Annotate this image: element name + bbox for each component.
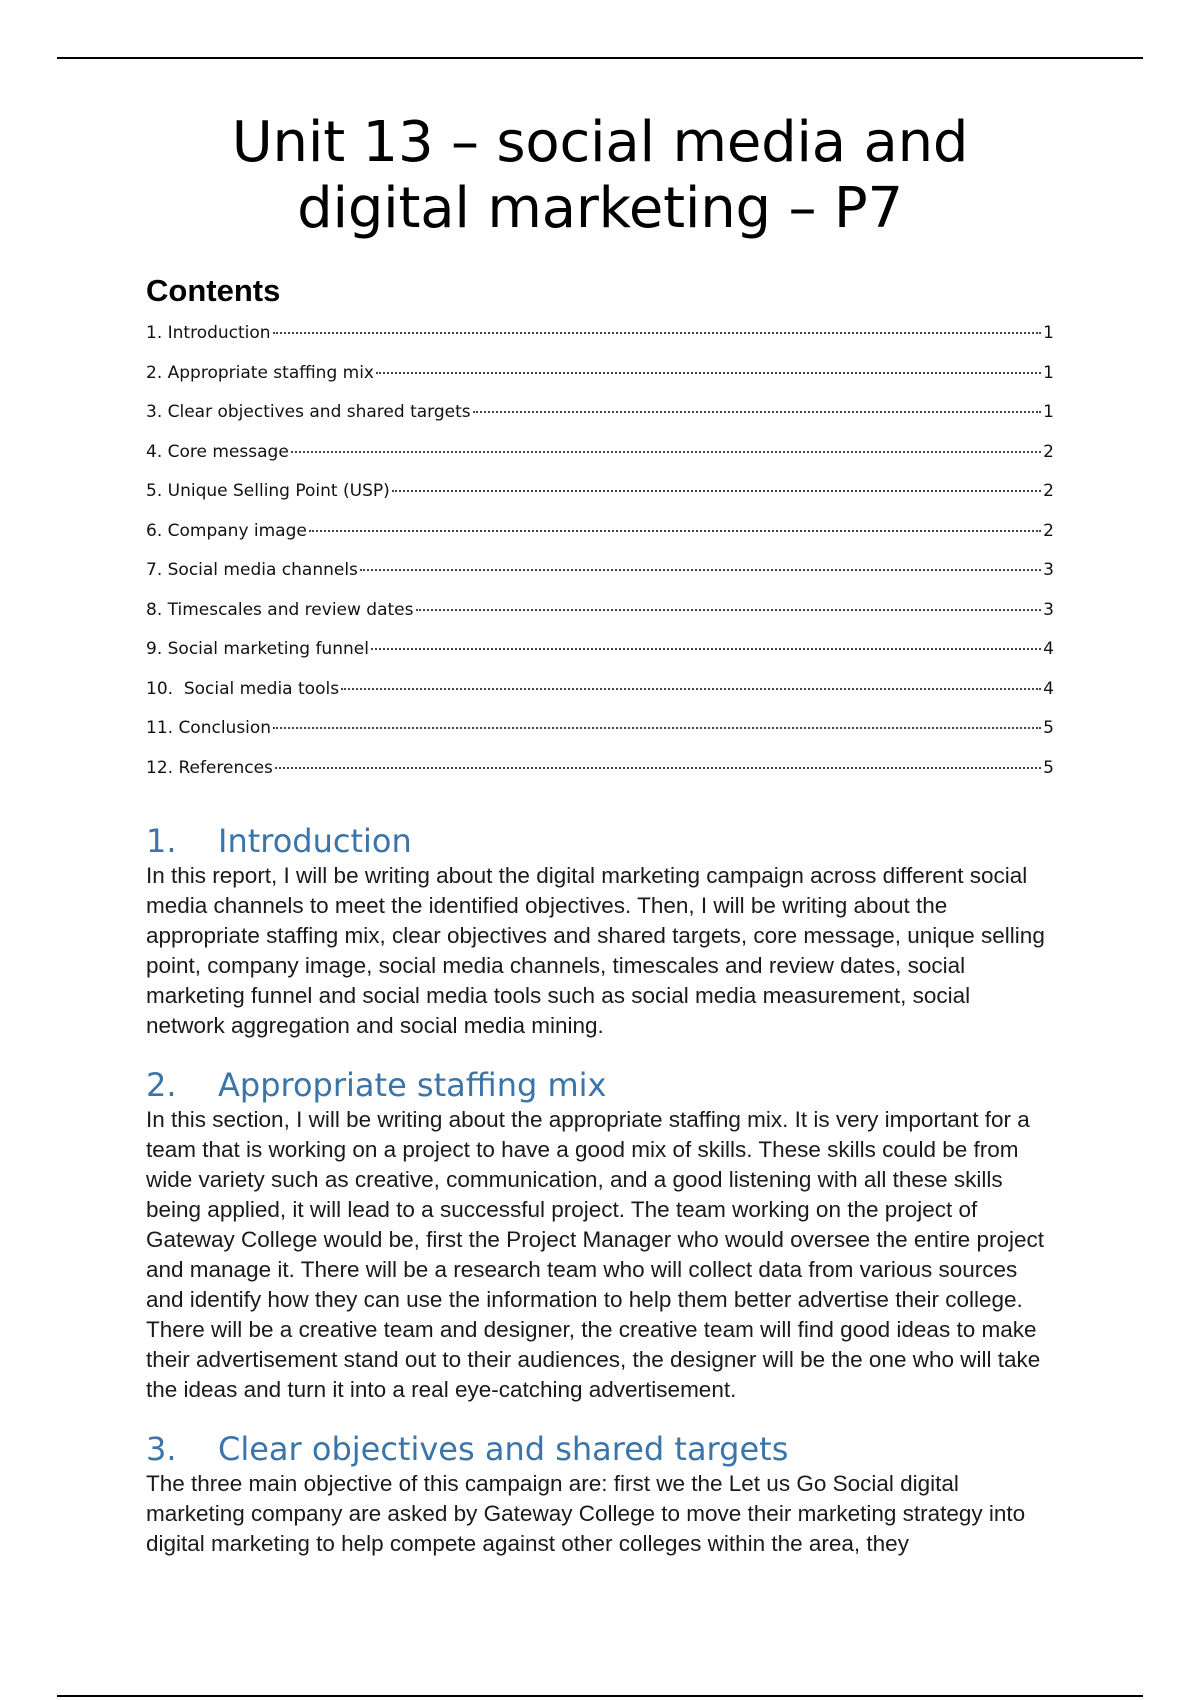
toc-entry[interactable]: [146, 442, 1054, 482]
section-heading-staffing-mix: [146, 1065, 1054, 1105]
section-body-introduction: In this report, I will be writing about the digital marketing campaign across different social media channels to meet the identified objectives. Then, I will be writing about the appropriate staffing mix, clear objectives and shared targets, core message, unique selling point, company image, social media channels, timescales and review dates, social marketing funnel and social media tools such as social media measurement, social network aggregation and social media mining.: [146, 863, 1045, 1038]
toc-entry-label: 6. Company image: [146, 520, 307, 541]
toc-entry-label: 9. Social marketing funnel: [146, 639, 369, 659]
toc-dot-leader: [473, 411, 1042, 413]
toc-entry-label: 1. Introduction: [146, 323, 271, 343]
toc-entry-label: 3. Clear objectives and shared targets: [146, 402, 471, 422]
toc-entry-page: 1: [1043, 402, 1054, 422]
toc-entry-label: 2. Appropriate staffing mix: [146, 362, 374, 383]
section-title: Clear objectives and shared targets: [218, 1430, 789, 1468]
section-number: 1.: [146, 822, 177, 860]
toc-dot-leader: [275, 767, 1041, 769]
toc-entry-page: 2: [1043, 481, 1054, 501]
toc-entry[interactable]: [146, 718, 1054, 758]
toc-entry[interactable]: [146, 758, 1054, 798]
toc-dot-leader: [392, 490, 1041, 492]
toc-entry[interactable]: [146, 679, 1054, 719]
table-of-contents: [146, 323, 1054, 797]
toc-entry[interactable]: [146, 481, 1054, 521]
toc-entry[interactable]: [146, 600, 1054, 640]
toc-dot-leader: [309, 530, 1041, 532]
toc-dot-leader: [416, 609, 1042, 611]
toc-entry-page: 1: [1043, 323, 1054, 343]
toc-entry[interactable]: [146, 521, 1054, 561]
toc-entry[interactable]: [146, 323, 1054, 363]
toc-dot-leader: [273, 332, 1042, 334]
toc-entry-page: 3: [1043, 599, 1054, 620]
section-number: 2.: [146, 1066, 177, 1104]
section-number: 3.: [146, 1430, 177, 1468]
toc-dot-leader: [376, 372, 1041, 374]
toc-entry[interactable]: [146, 363, 1054, 403]
section-title: Appropriate staffing mix: [218, 1066, 607, 1104]
section-body-staffing-mix: In this section, I will be writing about the appropriate staffing mix. It is very important for a team that is working on a project to have a good mix of skills. These skills could be from wide variety such as creative, communication, and a good listening with all these skills being applied, it will lead to a successful project. The team working on the project of Gateway College would be, first the Project Manager who would oversee the entire project and manage it. There will be a research team who will collect data from various sources and identify how they can use the information to help them better advertise their college. There will be a creative team and designer, the creative team will find good ideas to make their advertisement stand out to their audiences, the designer will be the one who will take the ideas and turn it into a real eye-catching advertisement.: [146, 1107, 1044, 1402]
toc-entry-label: 12. References: [146, 757, 273, 778]
toc-entry-label: 5. Unique Selling Point (USP): [146, 481, 390, 501]
toc-entry[interactable]: [146, 639, 1054, 679]
toc-dot-leader: [341, 688, 1041, 690]
toc-entry-page: 5: [1043, 718, 1054, 738]
toc-dot-leader: [291, 451, 1041, 453]
section-heading-introduction: [146, 821, 1054, 861]
section-heading-objectives: [146, 1429, 1054, 1469]
toc-entry-page: 4: [1043, 678, 1054, 699]
section-body-objectives: The three main objective of this campaign are: first we the Let us Go Social digital marketing company are asked by Gateway College to move their marketing strategy into digital marketing to help compete against other colleges within the area, they: [146, 1471, 1026, 1556]
toc-dot-leader: [273, 727, 1041, 729]
toc-dot-leader: [360, 569, 1041, 571]
toc-entry-page: 4: [1043, 639, 1054, 659]
footer-rule: [57, 1695, 1143, 1697]
header-rule: [57, 57, 1143, 59]
document-title: Unit 13 – social media and digital marketing – P7: [231, 110, 969, 241]
toc-entry-page: 3: [1043, 560, 1054, 580]
section-title: Introduction: [218, 822, 412, 860]
toc-entry-label: 7. Social media channels: [146, 560, 358, 580]
toc-entry-page: 2: [1043, 441, 1054, 462]
document-page: [146, 110, 1054, 1559]
toc-entry[interactable]: [146, 560, 1054, 600]
toc-entry-page: 1: [1043, 362, 1054, 383]
toc-dot-leader: [371, 648, 1041, 650]
toc-entry-label: 11. Conclusion: [146, 718, 272, 738]
toc-entry-page: 5: [1043, 757, 1054, 778]
toc-entry-label: 8. Timescales and review dates: [146, 599, 414, 620]
toc-entry[interactable]: [146, 402, 1054, 442]
toc-heading: Contents: [146, 273, 281, 308]
toc-entry-page: 2: [1043, 520, 1054, 541]
toc-entry-label: 4. Core message: [146, 441, 289, 462]
toc-entry-label: 10. Social media tools: [146, 678, 340, 699]
